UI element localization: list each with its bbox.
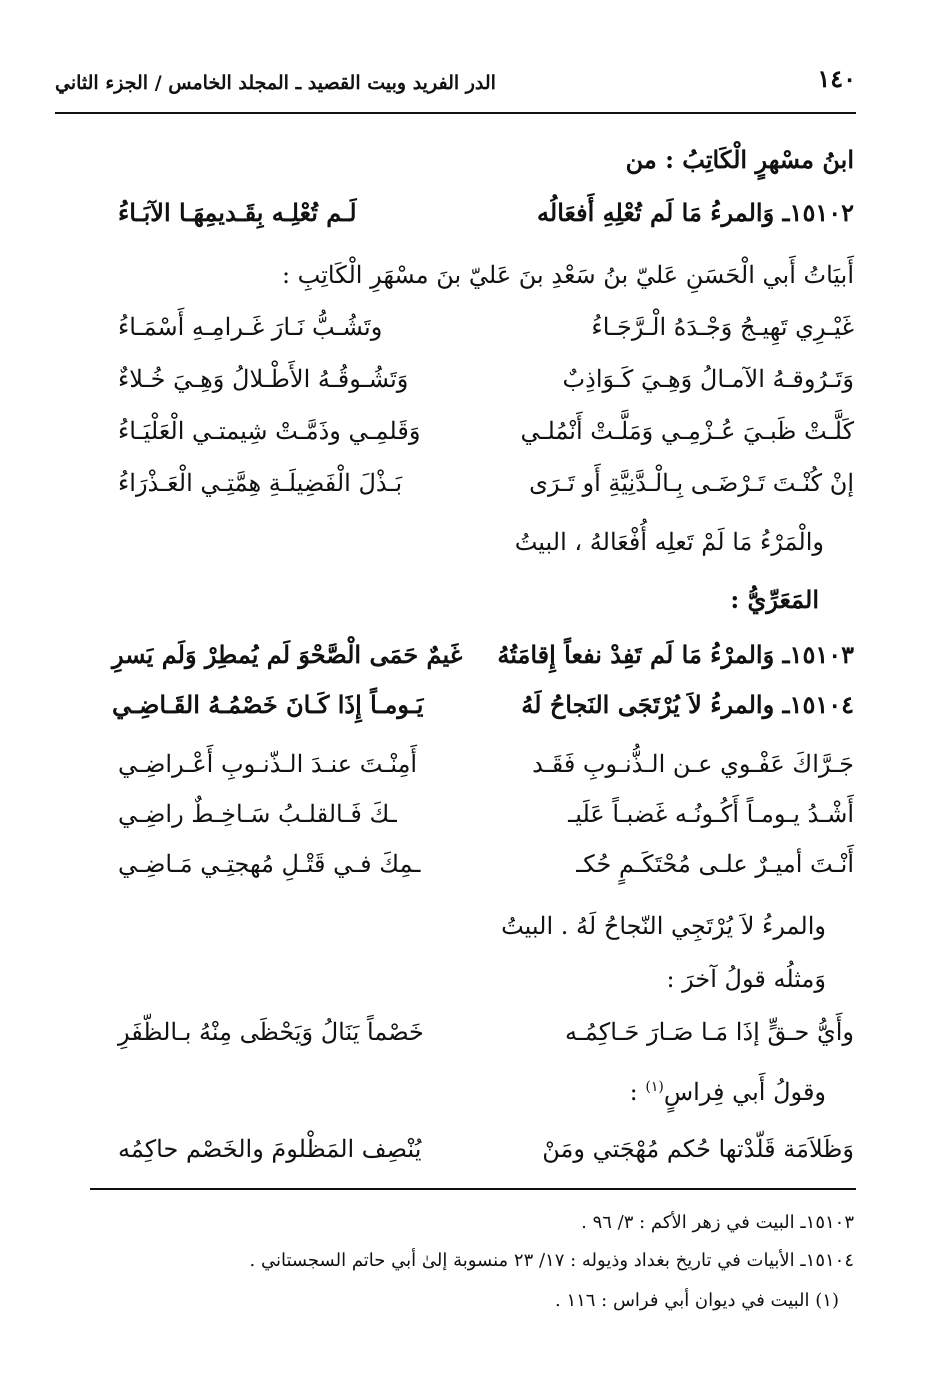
verse-line: [100, 469, 854, 509]
verse-line: [100, 365, 854, 405]
running-title: الدر الفريد وبيت القصيد ـ المجلد الخامس / الجزء الثاني: [55, 72, 496, 94]
hemistich-first: أَنْـتَ أميـرٌ علـى مُحْتَكَـمٍ حُكـ: [576, 850, 854, 878]
hemistich-second: وَقَلمِـي وذَمَّـتْ شِيمتـي الْعَلْيَـاءُ: [118, 417, 421, 445]
verse-line: [100, 313, 854, 353]
hemistich-second: يَـومـاً إِذَا كَـانَ خَصْمُـهُ القَـاضِـي: [112, 690, 424, 719]
hemistich-first: ١٥١٠٤ـ والمرءُ لاَ يُرْتَجَى النَجاحُ لَهُ: [521, 690, 854, 719]
hemistich-first: أَشْـدُ يـومـاً أَكُـونُـه غَضبـاً عَلَيـ: [568, 800, 854, 828]
hemistich-second: يُنْصِف المَظْلومَ والخَصْم حاكِمُه: [118, 1135, 422, 1163]
hemistich-first: ١٥١٠٢ـ وَالمرءُ مَا لَم تُعْلِهِ أَفعَالُه: [537, 198, 854, 227]
hemistich-second: ـكَ فَـالقلـبُ سَـاخِـطٌ راضِـي: [118, 800, 397, 828]
verse-line: [100, 750, 854, 790]
closing-reference: والمرءُ لاَ يُرْتَجِي النّجاحُ لَهُ . البيتُ: [501, 912, 826, 940]
hemistich-first: وَتَـرُوقـهُ الآمـالُ وَهِـيَ كَـوَاذِبٌ: [562, 365, 854, 393]
hemistich-second: وَتَشُـوقُـهُ الأَطْـلالُ وَهِـيَ خُـلاءٌ: [118, 365, 409, 393]
hemistich-second: لَـم تُعْلِـه بِقَـديمِهَـا الآبَـاءُ: [118, 198, 357, 227]
verse-line: [100, 417, 854, 457]
footnote-reference: (١): [645, 1079, 664, 1095]
verse-line: [100, 1018, 854, 1058]
hemistich-first: كَلَّـتْ ظَبـيَ عُـزْمِـي وَمَلَّـتْ أَنْمُلـي: [520, 417, 854, 445]
hemistich-first: ١٥١٠٣ـ وَالمرْءُ مَا لَم تَفِدْ نفعاً إِقامَتُهُ: [497, 640, 854, 669]
similar-intro: وَمثلُه قولُ آخرَ :: [666, 965, 826, 993]
verse-line: [100, 1135, 854, 1175]
footnote-15103: ١٥١٠٣ـ البيت في زهر الأكم : ٣/ ٩٦ .: [581, 1212, 854, 1233]
hemistich-first: وَظَلاَمَة قَلّدْتها حُكم مُهْجَتي ومَنْ: [542, 1135, 854, 1163]
abu-firas-intro-text: وقولُ أَبي فِراسٍ: [663, 1078, 826, 1106]
entry-15102: [100, 198, 854, 238]
hemistich-second: وتَشُـبُّ نَـارَ غَـرامِـهِ أَسْمَـاءُ: [118, 313, 383, 341]
verses-intro: أَبيَاتُ أَبي الْحَسَنِ عَليّ بنُ سَعْدِ بنَ عَليّ بنَ مسْهَرِ الْكَاتِبِ :: [281, 261, 854, 289]
page-number: ١٤٠: [817, 64, 856, 93]
entry-15103: [100, 640, 854, 680]
hemistich-second: بَـذْلَ الْفَضِيلَـةِ هِمَّتِـي الْعَـذْرَاءُ: [118, 469, 403, 497]
hemistich-second: أَمِنْـتَ عنـدَ الـذّنـوبِ أَعْـراضِـي: [118, 750, 418, 778]
hemistich-second: خَصْماً يَنَالُ وَيَحْظَى مِنْهُ بـالظّفَرِ: [118, 1018, 424, 1046]
verse-line: [100, 850, 854, 890]
hemistich-first: غَيْـرِي تَهِيـجُ وَجْـدَهُ الْـرَّجَـاءُ: [591, 313, 854, 341]
poet-heading-maarri: المَعَرِّيُّ :: [730, 585, 819, 614]
footnote-15104: ١٥١٠٤ـ الأبيات في تاريخ بغداد وذيوله : ١٧/ ٢٣ منسوبة إلىٰ أبي حاتم السجستاني .: [249, 1250, 854, 1271]
hemistich-first: جَـرَّاكَ عَفْـوي عـن الـذُّنـوبِ فَقَـد: [532, 750, 854, 778]
hemistich-second: غَيمٌ حَمَى الْصَّحْوَ لَم يُمطِرْ وَلَم يَسرِ: [112, 640, 463, 669]
hemistich-first: إنْ كُنْـتَ تَـرْضَـى بِـالْـدَّنِيَّةِ أَو تَـرَى: [529, 469, 854, 497]
closing-reference: والْمَرْءُ مَا لَمْ تَعلِه أُفْعَالهُ ، البيتُ: [514, 528, 824, 556]
footnote-divider: [90, 1188, 856, 1190]
entry-15104: [100, 690, 854, 730]
page-header: [55, 62, 856, 114]
abu-firas-intro: [630, 1078, 826, 1106]
footnote-1: (١) البيت في ديوان أبي فراس : ١١٦ .: [554, 1290, 839, 1311]
hemistich-second: ـمِكَ فـي قَتْـلِ مُهجتِـي مَـاضِـي: [118, 850, 421, 878]
poet-heading-ibn-mushir: ابنُ مسْهرٍ الْكَاتِبُ : من: [625, 145, 854, 174]
hemistich-first: وأَيُّ حـقٍّ إذَا مَـا صَـارَ حَـاكِمُـه: [565, 1018, 854, 1046]
verse-line: [100, 800, 854, 840]
colon: :: [629, 1078, 638, 1106]
